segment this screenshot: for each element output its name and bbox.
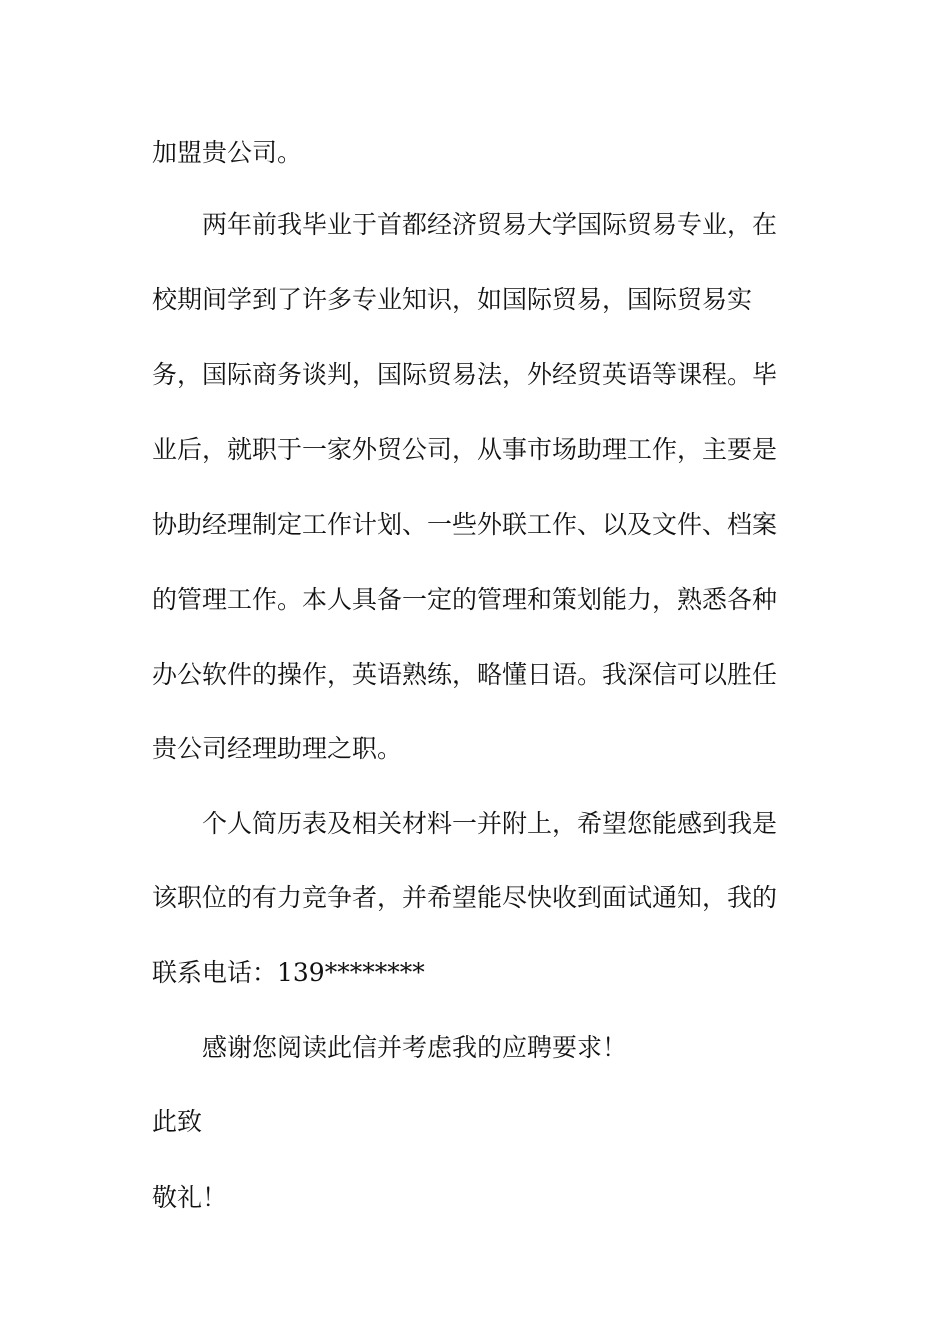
body-line-9: 贵公司经理助理之职。: [152, 734, 403, 763]
closing-jingli: 敬礼！: [152, 1183, 228, 1212]
body-line-1: 加盟贵公司。: [152, 138, 303, 167]
body-line-8: 办公软件的操作，英语熟练，略懂日语。我深信可以胜任: [152, 660, 778, 689]
body-line-2: 两年前我毕业于首都经济贸易大学国际贸易专业，在: [202, 210, 778, 239]
body-line-7: 的管理工作。本人具备一定的管理和策划能力，熟悉各种: [152, 585, 778, 614]
thanks-line: 感谢您阅读此信并考虑我的应聘要求！: [202, 1033, 628, 1062]
body-line-10: 个人简历表及相关材料一并附上，希望您能感到我是: [202, 809, 778, 838]
body-line-5: 业后，就职于一家外贸公司，从事市场助理工作，主要是: [152, 435, 778, 464]
body-line-11: 该职位的有力竞争者，并希望能尽快收到面试通知，我的: [152, 883, 778, 912]
body-line-4: 务，国际商务谈判，国际贸易法，外经贸英语等课程。毕: [152, 360, 778, 389]
body-line-6: 协助经理制定工作计划、一些外联工作、以及文件、档案: [152, 510, 778, 539]
body-line-3: 校期间学到了许多专业知识，如国际贸易，国际贸易实: [152, 285, 753, 314]
contact-phone-line: 联系电话：139********: [152, 958, 425, 987]
closing-cizhi: 此致: [152, 1107, 203, 1136]
